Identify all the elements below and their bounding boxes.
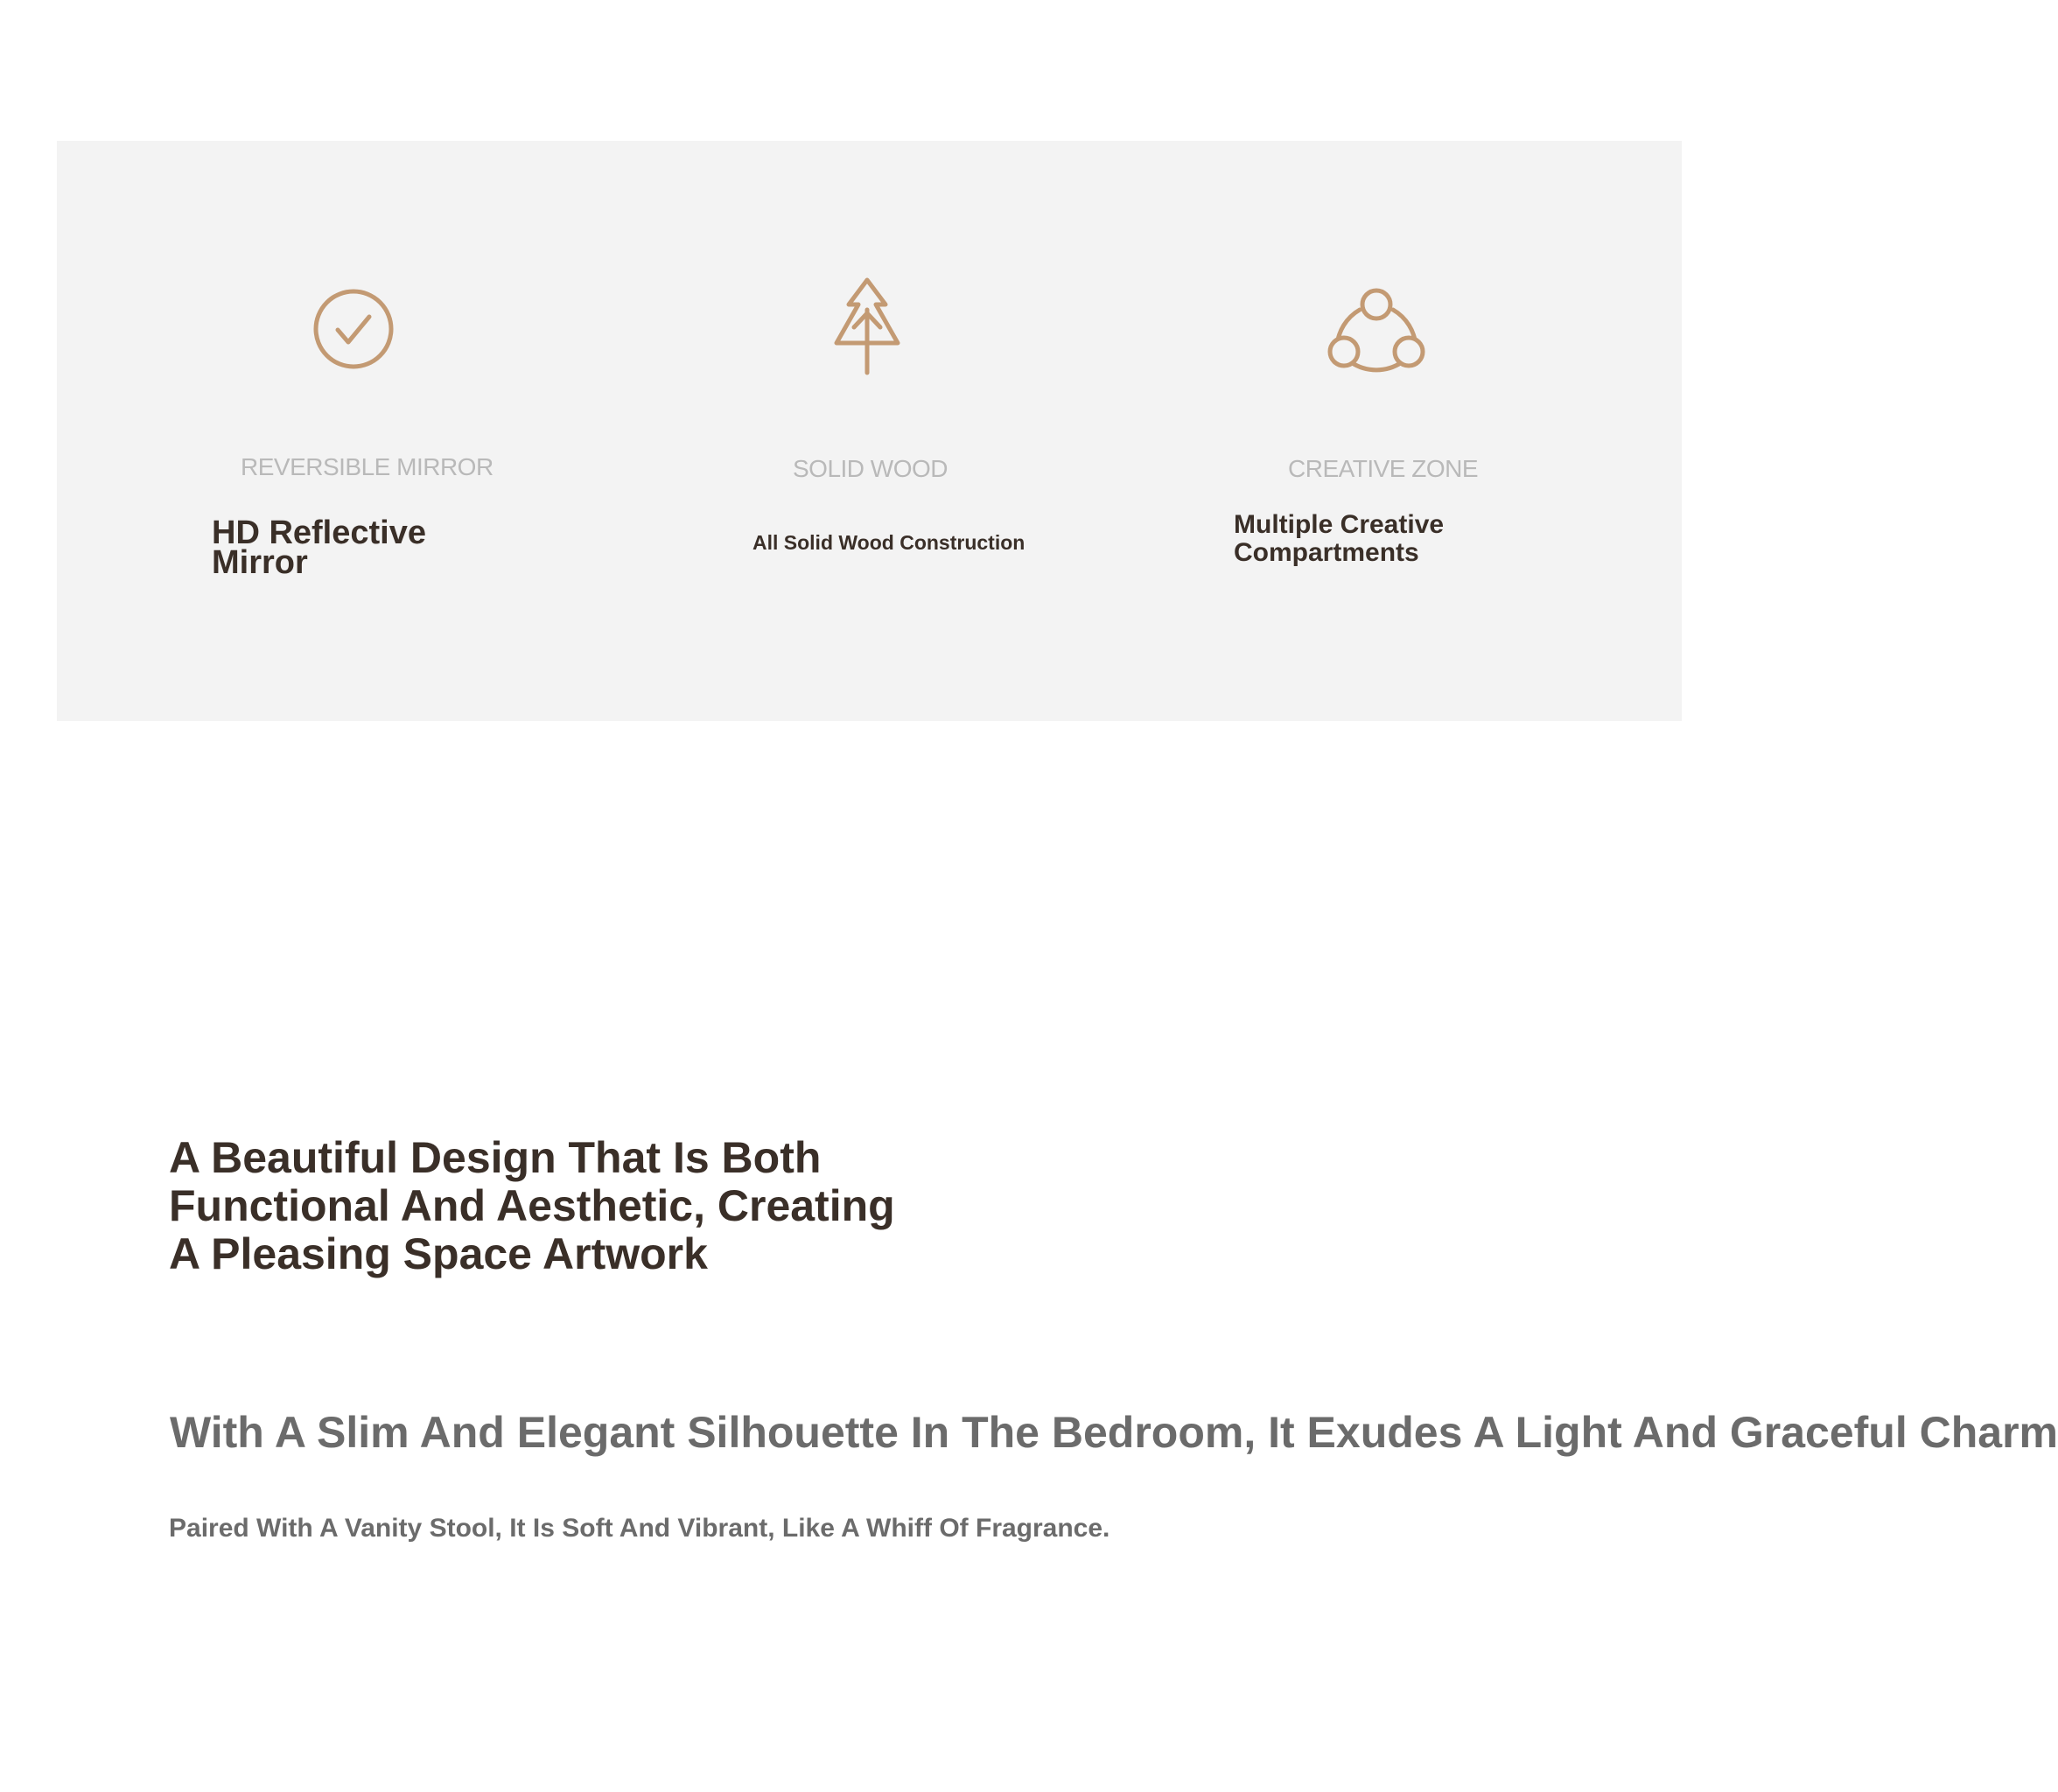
- headline-line: A Beautiful Design That Is Both: [169, 1133, 822, 1182]
- feature-label-creative-zone: CREATIVE ZONE: [1288, 455, 1479, 482]
- tree-icon: [830, 275, 905, 376]
- tagline: Paired With A Vanity Stool, It Is Soft And Vibrant, Like A Whiff Of Fragrance.: [169, 1514, 1110, 1543]
- feature-title-solid-wood-construction: [752, 533, 1025, 553]
- feature-label-reversible-mirror: REVERSIBLE MIRROR: [241, 453, 494, 480]
- feature-title-line: All Solid Wood Construction: [752, 531, 1026, 554]
- feature-title-line: Mirror: [212, 544, 308, 581]
- features-panel: [57, 141, 1682, 721]
- subheadline: With A Slim And Elegant Silhouette In The Bedroom, It Exudes A Light And Graceful Charm: [170, 1408, 2058, 1457]
- headline-line: Functional And Aesthetic, Creating: [169, 1181, 895, 1230]
- feature-title-line: Compartments: [1234, 538, 1419, 567]
- three-circles-icon: [1326, 285, 1426, 378]
- headline-line: A Pleasing Space Artwork: [169, 1229, 708, 1278]
- feature-title-line: Multiple Creative: [1234, 510, 1445, 539]
- feature-title-multiple-creative-compartments: [1234, 512, 1444, 566]
- feature-label-solid-wood: SOLID WOOD: [793, 455, 948, 482]
- main-headline: [169, 1134, 939, 1278]
- check-circle-icon: [312, 287, 396, 371]
- feature-title-line: HD Reflective: [212, 514, 426, 551]
- feature-title-hd-reflective-mirror: [212, 516, 426, 579]
